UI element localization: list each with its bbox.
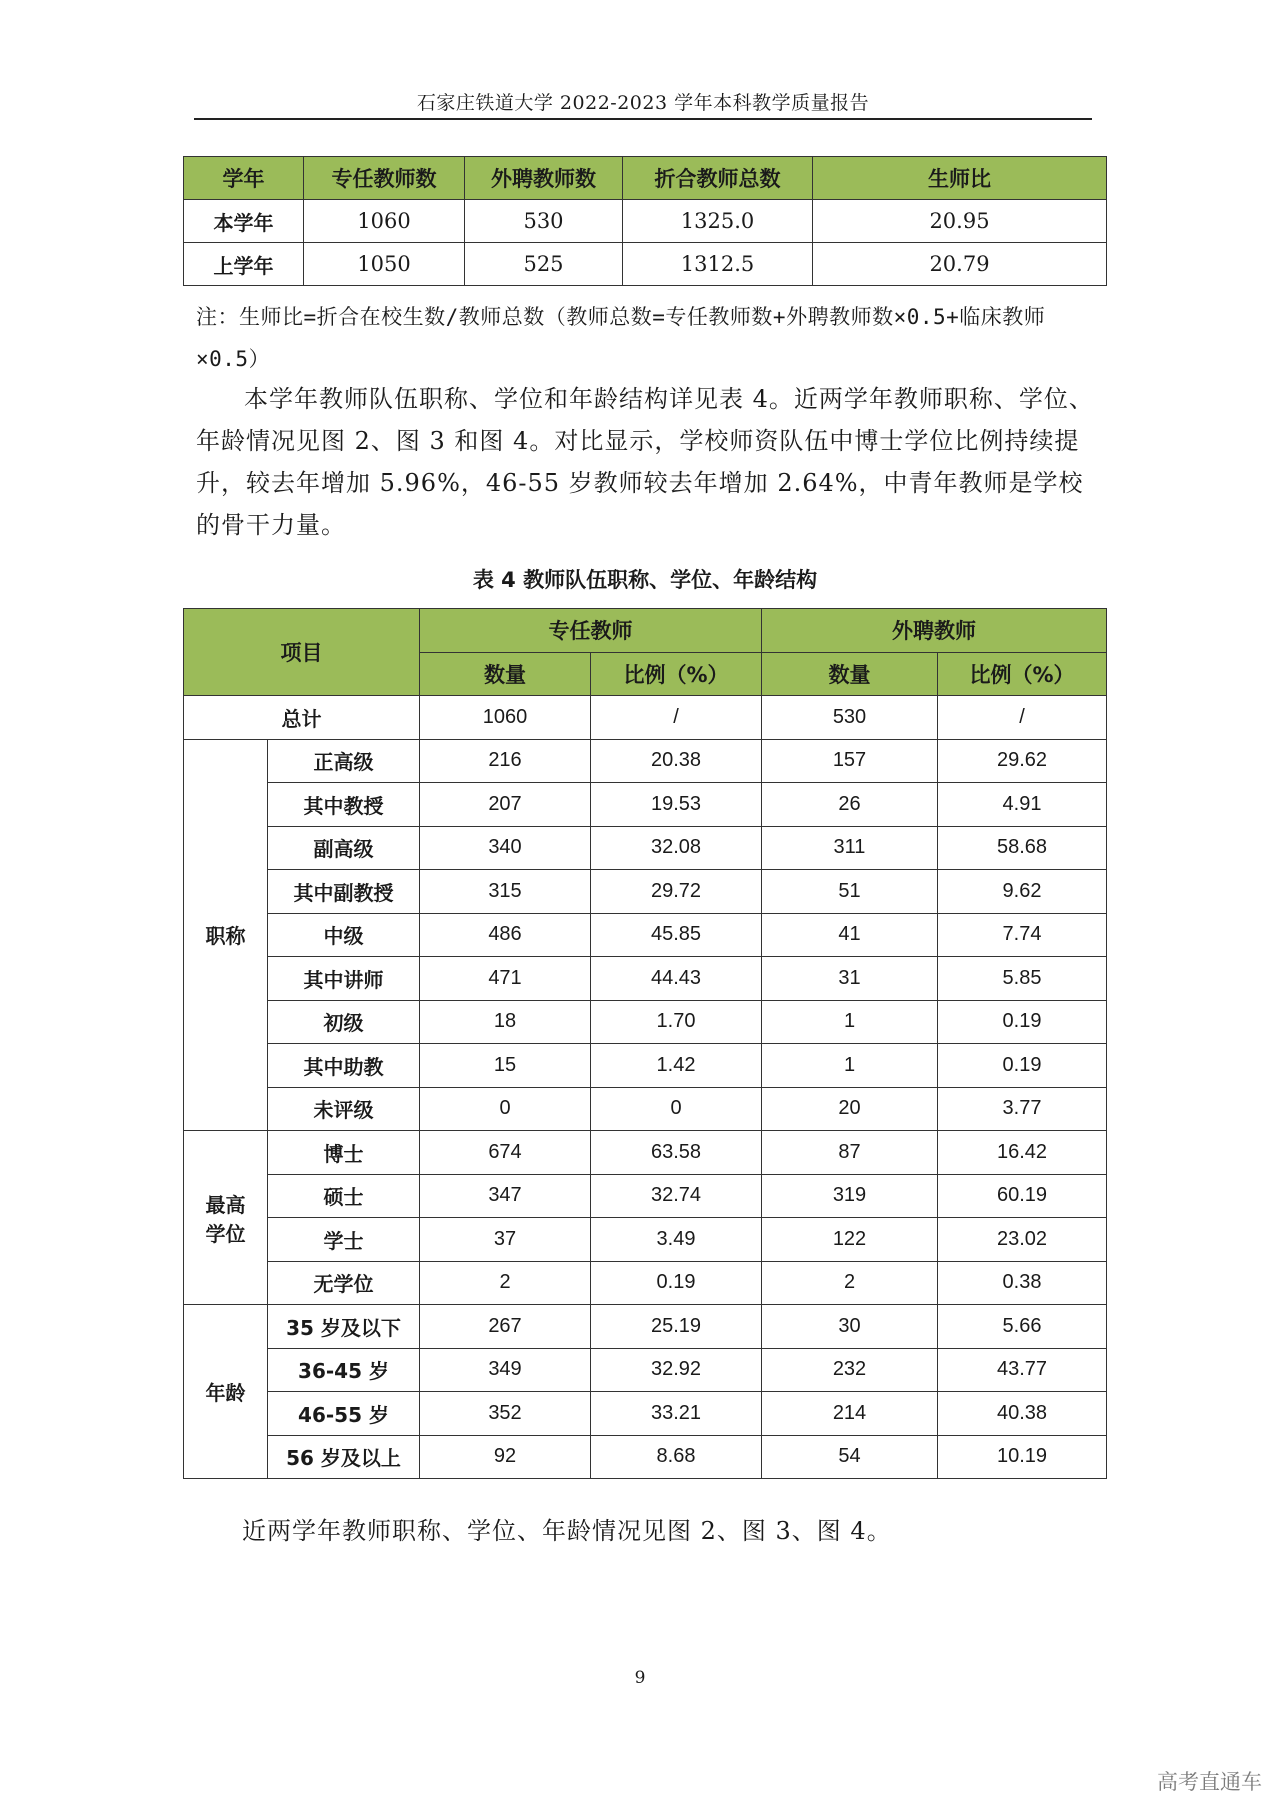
faculty-structure-table bbox=[183, 608, 1107, 1479]
table-row bbox=[184, 200, 1107, 243]
row-label: 上学年 bbox=[184, 243, 304, 286]
cell-ex-count: 26 bbox=[762, 783, 938, 827]
cell-total: 1325.0 bbox=[623, 200, 813, 243]
body-paragraph: 本学年教师队伍职称、学位和年龄结构详见表 4。近两学年教师职称、学位、年龄情况见图 2、图 3 和图 4。对比显示，学校师资队伍中博士学位比例持续提升，较去年增加 5.96%，46-55 岁教师较去年增加 2.64%，中青年教师是学校的骨干力量。 bbox=[196, 385, 1094, 539]
cell-ft-count: 18 bbox=[420, 1000, 591, 1044]
cell-ratio: 20.79 bbox=[813, 243, 1107, 286]
cell-ft-count: 347 bbox=[420, 1174, 591, 1218]
cell-ex-count: 1 bbox=[762, 1000, 938, 1044]
cell-ex-count: 214 bbox=[762, 1392, 938, 1436]
row-label: 其中讲师 bbox=[268, 957, 420, 1001]
cell-ft-count: 352 bbox=[420, 1392, 591, 1436]
cell-ex-percent: 40.38 bbox=[938, 1392, 1107, 1436]
table-row bbox=[184, 243, 1107, 286]
cell-ex-count: 2 bbox=[762, 1261, 938, 1305]
col-header-year: 学年 bbox=[184, 157, 304, 200]
cell-ex-percent: 10.19 bbox=[938, 1435, 1107, 1479]
cell-ex-count: 319 bbox=[762, 1174, 938, 1218]
cell-ratio: 20.95 bbox=[813, 200, 1107, 243]
category-label: 年龄 bbox=[184, 1305, 268, 1479]
cell-ft-percent: 25.19 bbox=[591, 1305, 762, 1349]
cell-ex-percent: 9.62 bbox=[938, 870, 1107, 914]
cell-ex-count: 51 bbox=[762, 870, 938, 914]
table-row bbox=[184, 1044, 1107, 1088]
cell-ft-count: 349 bbox=[420, 1348, 591, 1392]
row-label: 56 岁及以上 bbox=[268, 1435, 420, 1479]
cell-ft-count: 92 bbox=[420, 1435, 591, 1479]
cell-ft-percent: 8.68 bbox=[591, 1435, 762, 1479]
table-row bbox=[184, 1087, 1107, 1131]
row-label: 未评级 bbox=[268, 1087, 420, 1131]
category-label: 职称 bbox=[184, 739, 268, 1131]
cell-ft-count: 1060 bbox=[420, 696, 591, 740]
cell-ft-percent: 32.74 bbox=[591, 1174, 762, 1218]
cell-ex-count: 30 bbox=[762, 1305, 938, 1349]
cell-ex-percent: 4.91 bbox=[938, 783, 1107, 827]
category-label: 最高学位 bbox=[184, 1131, 268, 1305]
cell-ex-percent: 29.62 bbox=[938, 739, 1107, 783]
row-label: 初级 bbox=[268, 1000, 420, 1044]
row-label: 硕士 bbox=[268, 1174, 420, 1218]
cell-ex-percent: 7.74 bbox=[938, 913, 1107, 957]
cell-ft-percent: 19.53 bbox=[591, 783, 762, 827]
cell-ft-percent: 29.72 bbox=[591, 870, 762, 914]
table-note: 注：生师比=折合在校生数/教师总数（教师总数=专任教师数+外聘教师数×0.5+临床教师×0.5） bbox=[196, 305, 1046, 371]
cell-total: 1312.5 bbox=[623, 243, 813, 286]
row-label: 博士 bbox=[268, 1131, 420, 1175]
col-header-ratio: 生师比 bbox=[813, 157, 1107, 200]
row-label: 副高级 bbox=[268, 826, 420, 870]
cell-ft-count: 37 bbox=[420, 1218, 591, 1262]
cell-ex-count: 20 bbox=[762, 1087, 938, 1131]
header-item: 项目 bbox=[184, 609, 420, 696]
table-row bbox=[184, 1000, 1107, 1044]
cell-ex-count: 54 bbox=[762, 1435, 938, 1479]
table-row bbox=[184, 1174, 1107, 1218]
cell-ft-count: 15 bbox=[420, 1044, 591, 1088]
row-label: 无学位 bbox=[268, 1261, 420, 1305]
table-row bbox=[184, 1435, 1107, 1479]
cell-fulltime: 1050 bbox=[304, 243, 465, 286]
cell-ft-count: 216 bbox=[420, 739, 591, 783]
cell-ft-percent: / bbox=[591, 696, 762, 740]
cell-ex-percent: / bbox=[938, 696, 1107, 740]
table-row-total bbox=[184, 696, 1107, 740]
cell-ft-percent: 33.21 bbox=[591, 1392, 762, 1436]
cell-ex-percent: 58.68 bbox=[938, 826, 1107, 870]
header-ex-count: 数量 bbox=[762, 652, 938, 696]
cell-ft-count: 2 bbox=[420, 1261, 591, 1305]
col-header-external: 外聘教师数 bbox=[465, 157, 623, 200]
col-header-total: 折合教师总数 bbox=[623, 157, 813, 200]
cell-ft-count: 486 bbox=[420, 913, 591, 957]
cell-ex-count: 157 bbox=[762, 739, 938, 783]
cell-ex-percent: 0.19 bbox=[938, 1000, 1107, 1044]
cell-ft-percent: 45.85 bbox=[591, 913, 762, 957]
cell-ft-percent: 1.70 bbox=[591, 1000, 762, 1044]
cell-ft-count: 207 bbox=[420, 783, 591, 827]
cell-external: 525 bbox=[465, 243, 623, 286]
closing-paragraph: 近两学年教师职称、学位、年龄情况见图 2、图 3、图 4。 bbox=[242, 1517, 892, 1545]
cell-ex-count: 122 bbox=[762, 1218, 938, 1262]
cell-ft-count: 340 bbox=[420, 826, 591, 870]
row-label: 中级 bbox=[268, 913, 420, 957]
student-teacher-ratio-table bbox=[183, 156, 1107, 286]
header-ft-count: 数量 bbox=[420, 652, 591, 696]
table-row bbox=[184, 870, 1107, 914]
table-header-row bbox=[184, 609, 1107, 653]
header-external: 外聘教师 bbox=[762, 609, 1107, 653]
cell-ft-count: 674 bbox=[420, 1131, 591, 1175]
cell-ex-percent: 60.19 bbox=[938, 1174, 1107, 1218]
row-label: 学士 bbox=[268, 1218, 420, 1262]
page-number: 9 bbox=[634, 1668, 646, 1688]
table-header-row bbox=[184, 157, 1107, 200]
watermark-text: 高考直通车 bbox=[1157, 1770, 1262, 1794]
row-label: 其中助教 bbox=[268, 1044, 420, 1088]
cell-ex-count: 41 bbox=[762, 913, 938, 957]
table-row bbox=[184, 826, 1107, 870]
table-row bbox=[184, 957, 1107, 1001]
cell-ft-count: 471 bbox=[420, 957, 591, 1001]
cell-ex-percent: 5.66 bbox=[938, 1305, 1107, 1349]
row-label: 35 岁及以下 bbox=[268, 1305, 420, 1349]
row-label: 36-45 岁 bbox=[268, 1348, 420, 1392]
row-label: 本学年 bbox=[184, 200, 304, 243]
cell-external: 530 bbox=[465, 200, 623, 243]
cell-fulltime: 1060 bbox=[304, 200, 465, 243]
cell-ex-percent: 23.02 bbox=[938, 1218, 1107, 1262]
table-row bbox=[184, 1392, 1107, 1436]
header-divider bbox=[194, 118, 1092, 120]
table-row bbox=[184, 1131, 1107, 1175]
cell-ft-percent: 3.49 bbox=[591, 1218, 762, 1262]
cell-ex-percent: 3.77 bbox=[938, 1087, 1107, 1131]
table-caption: 表 4 教师队伍职称、学位、年龄结构 bbox=[472, 568, 818, 592]
table-row bbox=[184, 1348, 1107, 1392]
cell-ft-percent: 0.19 bbox=[591, 1261, 762, 1305]
cell-ex-count: 232 bbox=[762, 1348, 938, 1392]
table-row bbox=[184, 1261, 1107, 1305]
cell-ft-percent: 44.43 bbox=[591, 957, 762, 1001]
cell-ft-percent: 0 bbox=[591, 1087, 762, 1131]
cell-ex-count: 530 bbox=[762, 696, 938, 740]
cell-ft-percent: 1.42 bbox=[591, 1044, 762, 1088]
cell-ex-percent: 0.38 bbox=[938, 1261, 1107, 1305]
cell-ft-percent: 32.08 bbox=[591, 826, 762, 870]
row-label: 46-55 岁 bbox=[268, 1392, 420, 1436]
cell-ex-count: 87 bbox=[762, 1131, 938, 1175]
cell-ex-count: 1 bbox=[762, 1044, 938, 1088]
row-label: 其中副教授 bbox=[268, 870, 420, 914]
cell-ex-percent: 5.85 bbox=[938, 957, 1107, 1001]
cell-ft-count: 267 bbox=[420, 1305, 591, 1349]
table-row bbox=[184, 913, 1107, 957]
table-row bbox=[184, 1305, 1107, 1349]
total-label: 总计 bbox=[184, 696, 420, 740]
row-label: 其中教授 bbox=[268, 783, 420, 827]
cell-ft-percent: 32.92 bbox=[591, 1348, 762, 1392]
cell-ex-percent: 43.77 bbox=[938, 1348, 1107, 1392]
cell-ft-count: 0 bbox=[420, 1087, 591, 1131]
table-row bbox=[184, 739, 1107, 783]
cell-ex-count: 311 bbox=[762, 826, 938, 870]
cell-ft-percent: 63.58 bbox=[591, 1131, 762, 1175]
page-header-title: 石家庄铁道大学 2022-2023 学年本科教学质量报告 bbox=[416, 92, 870, 114]
header-ex-percent: 比例（%） bbox=[938, 652, 1107, 696]
cell-ex-percent: 16.42 bbox=[938, 1131, 1107, 1175]
cell-ex-count: 31 bbox=[762, 957, 938, 1001]
table-row bbox=[184, 1218, 1107, 1262]
table-row bbox=[184, 783, 1107, 827]
col-header-fulltime: 专任教师数 bbox=[304, 157, 465, 200]
header-fulltime: 专任教师 bbox=[420, 609, 762, 653]
cell-ft-count: 315 bbox=[420, 870, 591, 914]
header-ft-percent: 比例（%） bbox=[591, 652, 762, 696]
row-label: 正高级 bbox=[268, 739, 420, 783]
cell-ft-percent: 20.38 bbox=[591, 739, 762, 783]
cell-ex-percent: 0.19 bbox=[938, 1044, 1107, 1088]
